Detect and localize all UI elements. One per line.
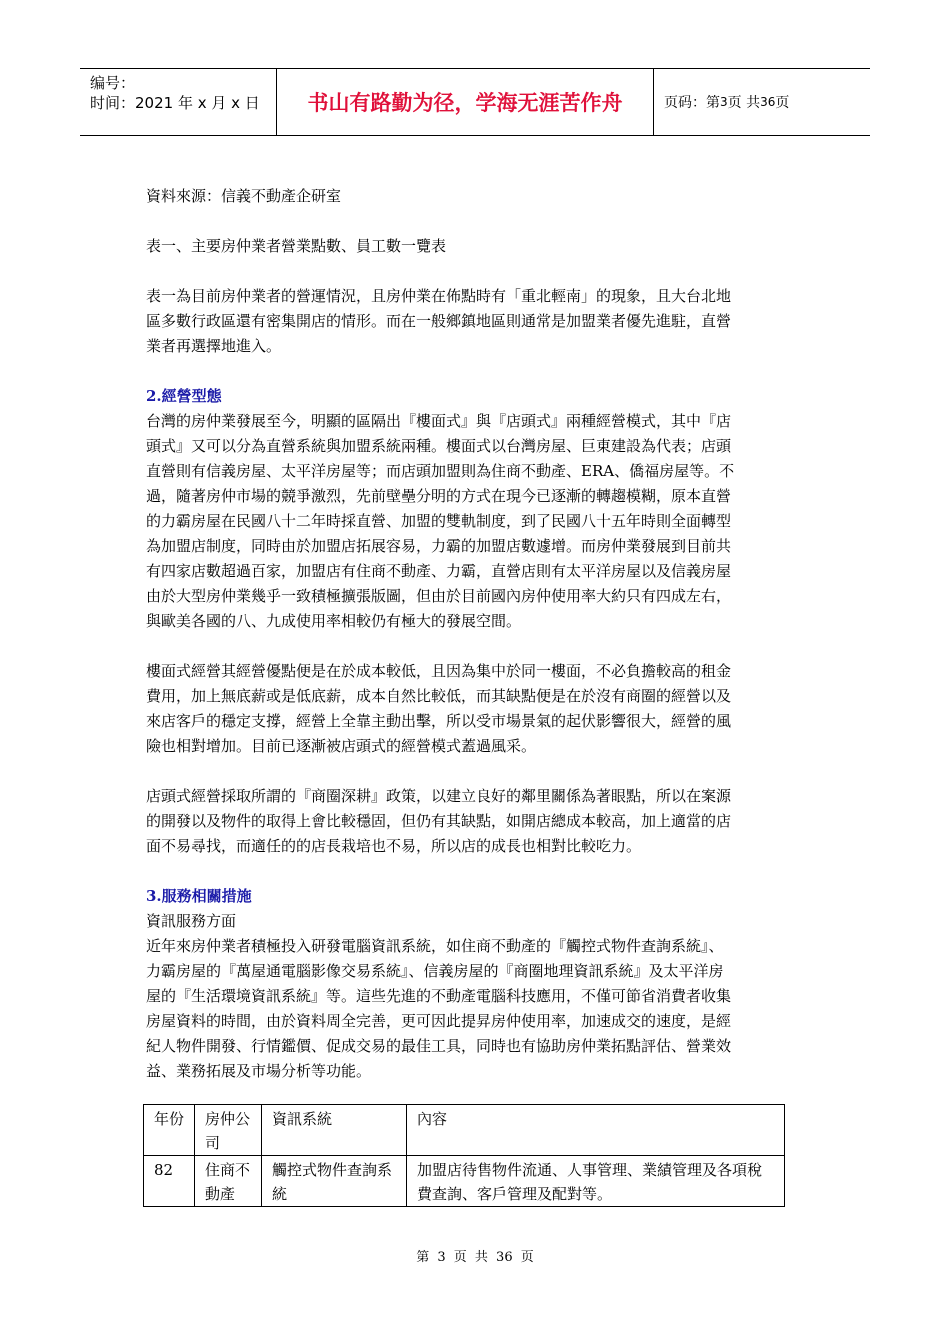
paragraph-line: 的力霸房屋在民國八十二年時採直營、加盟的雙軌制度，到了民國八十五年時則全面轉型 [146,512,732,530]
page-footer: 第 3 页 共 36 页 [416,1250,534,1265]
paragraph-line: 近年來房仲業者積極投入研發電腦資訊系統，如住商不動產的『觸控式物件查詢系統』、 [146,937,724,955]
table-header-row [144,1105,785,1156]
header-page-info [654,69,870,135]
paragraph-line: 費用，加上無底薪或是低底薪，成本自然比較低，而其缺點便是在於沒有商圈的經營以及 [146,687,732,705]
table-header-cell: 房仲公司 [195,1105,262,1156]
paragraph-line: 由於大型房仲業幾乎一致積極擴張版圖，但由於目前國內房仲使用率大約只有四成左右， [146,587,732,605]
page-current: 3 [720,95,728,109]
info-systems-table [143,1104,785,1207]
floor-style-paragraph [146,659,808,759]
page-header [80,68,870,136]
paragraph-line: 區多數行政區還有密集開店的情形。而在一般鄉鎮地區則通常是加盟業者優先進駐，直營 [146,312,732,330]
paragraph-line: 表一為目前房仲業者的營運情況，且房仲業在佈點時有「重北輕南」的現象，且大台北地 [146,287,732,305]
paragraph-line: 面不易尋找，而適任的的店長栽培也不易，所以店的成長也相對比較吃力。 [146,837,642,855]
paragraph-line: 業者再選擇地進入。 [146,337,282,355]
subsection-title: 資訊服務方面 [146,912,237,930]
paragraph-line: 有四家店數超過百家，加盟店有住商不動產、力霸，直營店則有太平洋房屋以及信義房屋 [146,562,732,580]
header-time: 时间：2021 年 x 月 x 日 [90,94,260,112]
paragraph-line: 房屋資料的時間，由於資料周全完善，更可因此提昇房仲使用率，加速成交的速度，是經 [146,1012,732,1030]
paragraph-line: 屋的『生活環境資訊系統』等。這些先進的不動產電腦科技應用，不僅可節省消費者收集 [146,987,732,1005]
page-label: 页码：第 [664,95,720,111]
table-row [144,1156,785,1207]
paragraph-line: 與歐美各國的八、九成使用率相較仍有極大的發展空間。 [146,612,522,630]
paragraph-line: 益、業務拓展及市場分析等功能。 [146,1062,372,1080]
header-number: 编号： [90,74,136,92]
paragraph-line: 頭式』又可以分為直營系統與加盟系統兩種。樓面式以台灣房屋、巨東建設為代表；店頭 [146,437,732,455]
section-heading-services: 3.服務相關措施 [146,887,252,905]
table-cell: 加盟店待售物件流通、人事管理、業績管理及各項稅費查詢、客戶管理及配對等。 [407,1156,785,1207]
intro-paragraph [146,284,808,359]
paragraph-line: 的開發以及物件的取得上會比較穩固，但仍有其缺點，如開店總成本較高，加上適當的店 [146,812,732,830]
source-line: 資料來源：信義不動產企研室 [146,187,342,205]
document-body [146,184,808,1084]
table-caption: 表一、主要房仲業者營業點數、員工數一覽表 [146,237,447,255]
paragraph-line: 過，隨著房仲市場的競爭激烈，先前壁壘分明的方式在現今已逐漸的轉趨模糊，原本直營 [146,487,732,505]
page-total: 36 [760,95,776,109]
table-cell: 住商不動產 [195,1156,262,1207]
services-paragraph [146,934,808,1084]
paragraph-line: 力霸房屋的『萬屋通電腦影像交易系統』、信義房屋的『商圈地理資訊系統』及太平洋房 [146,962,724,980]
paragraph-line: 險也相對增加。目前已逐漸被店頭式的經營模式蓋過風采。 [146,737,537,755]
paragraph-line: 為加盟店制度，同時由於加盟店拓展容易，力霸的加盟店數遽增。而房仲業發展到目前共 [146,537,732,555]
paragraph-line: 台灣的房仲業發展至今，明顯的區隔出『樓面式』與『店頭式』兩種經營模式，其中『店 [146,412,732,430]
paragraph-line: 紀人物件開發、行情鑑價、促成交易的最佳工具，同時也有協助房仲業拓點評估、營業效 [146,1037,732,1055]
header-meta [80,69,277,135]
page-end: 页 [775,95,790,111]
page-mid: 页 共 [727,95,761,111]
paragraph-line: 直營則有信義房屋、太平洋房屋等；而店頭加盟則為住商不動產、ERA、僑福房屋等。不 [146,462,735,480]
business-type-paragraph [146,409,808,634]
paragraph-line: 店頭式經營採取所謂的『商圈深耕』政策，以建立良好的鄰里關係為著眼點，所以在案源 [146,787,732,805]
table-header-cell: 內容 [407,1105,785,1156]
table-header-cell: 資訊系統 [262,1105,407,1156]
paragraph-line: 來店客戶的穩定支撐，經營上全靠主動出擊，所以受市場景氣的起伏影響很大，經營的風 [146,712,732,730]
store-style-paragraph [146,784,808,859]
header-motto: 书山有路勤为径，学海无涯苦作舟 [277,69,654,135]
table-header-cell: 年份 [144,1105,195,1156]
table-cell: 82 [144,1156,195,1207]
paragraph-line: 樓面式經營其經營優點便是在於成本較低，且因為集中於同一樓面，不必負擔較高的租金 [146,662,732,680]
section-heading-business-type: 2.經營型態 [146,387,222,405]
table-cell: 觸控式物件查詢系統 [262,1156,407,1207]
